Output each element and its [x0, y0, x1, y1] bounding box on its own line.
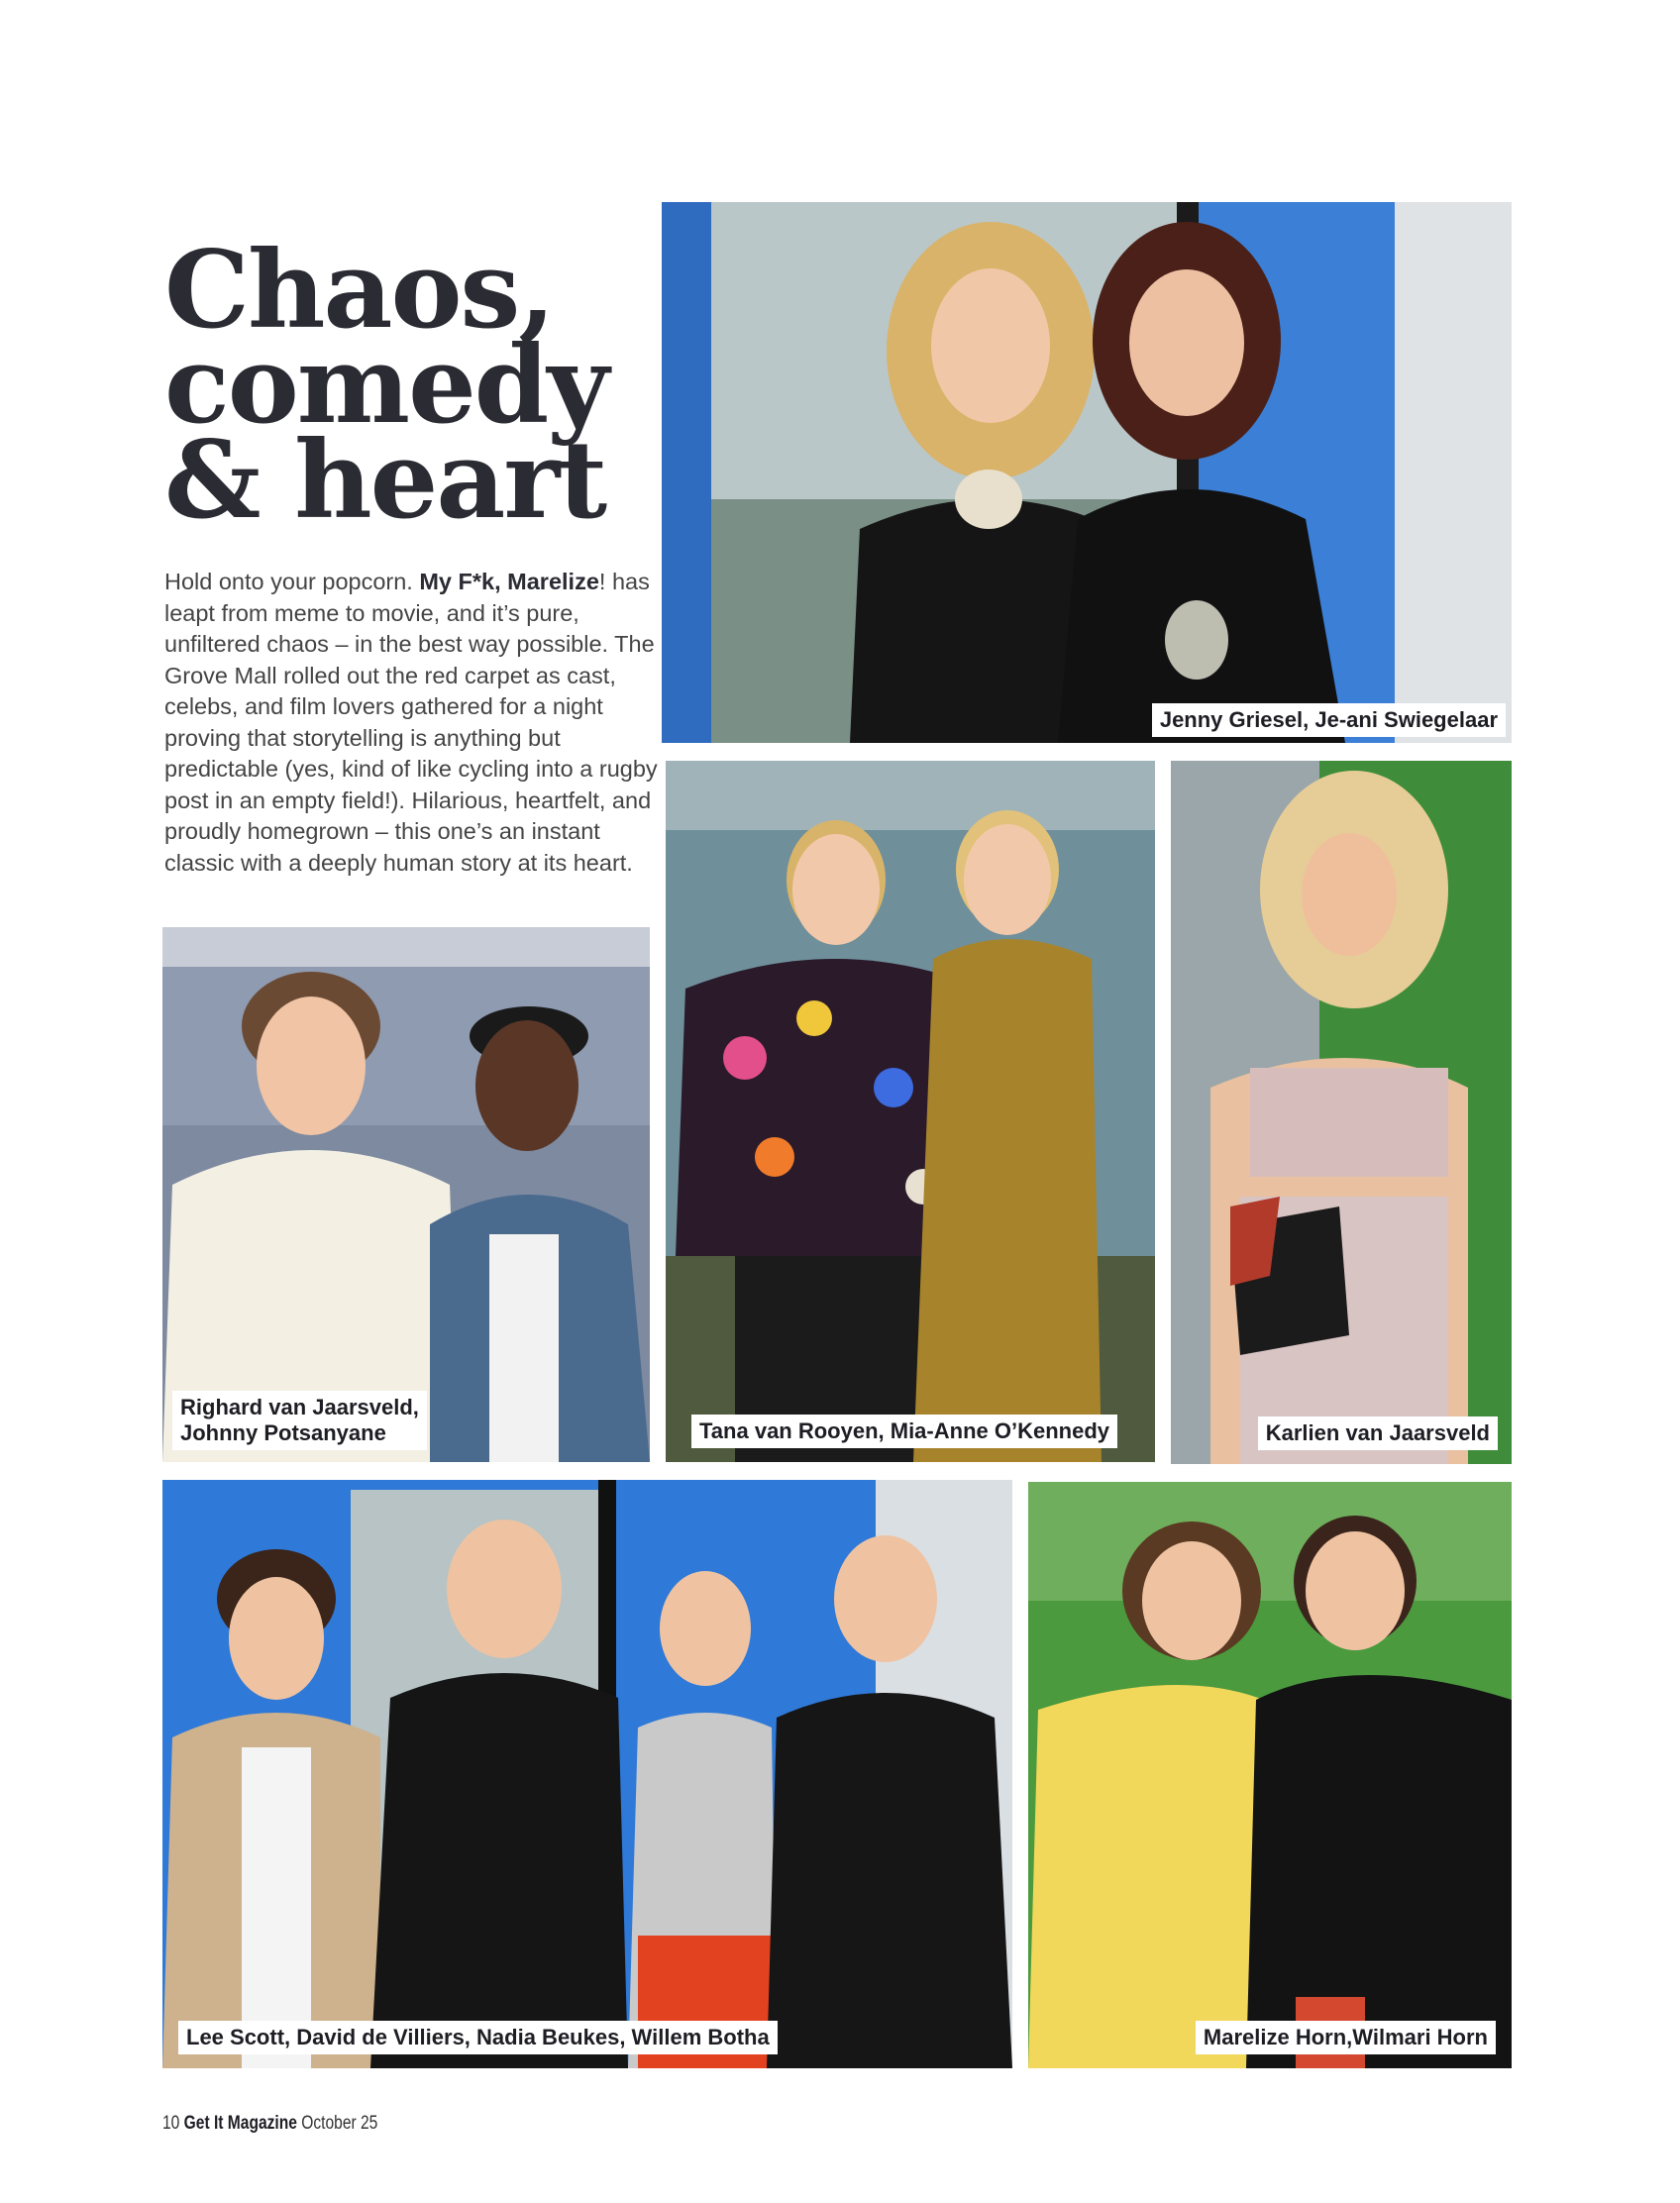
intro-body: ! has leapt from meme to movie, and it’s pure, unfiltered chaos – in the best way possible. The Grove Mall rolled out the red carpet as cast, celebs, and film lovers gathered for a night proving that storytelling is anything but predictable (yes, kind of like cycling into a rugby post in an empty field!). Hilarious, heartfelt, and proudly homegrown – this one’s an instant classic with a deeply human story at its heart.: [164, 569, 658, 876]
page-footer: [162, 2113, 377, 2135]
headline-line-1: Chaos,: [164, 228, 554, 353]
caption-text: Marelize Horn,Wilmari Horn: [1203, 2025, 1488, 2049]
headline-line-2: comedy: [164, 323, 608, 448]
caption-text: Jenny Griesel, Je-ani Swiegelaar: [1159, 707, 1498, 732]
photo-caption: [1258, 1416, 1498, 1450]
magazine-name: Get It Magazine: [183, 2113, 297, 2134]
caption-text: Tana van Rooyen, Mia-Anne O’Kennedy: [699, 1418, 1109, 1443]
caption-text: Karlien van Jaarsveld: [1265, 1420, 1490, 1445]
photo-jenny-jeani: [662, 202, 1512, 743]
photo-caption: [691, 1415, 1117, 1448]
photo-karlien: [1171, 761, 1512, 1464]
issue-date: October 25: [301, 2113, 378, 2134]
headline-line-3: & heart: [164, 418, 606, 543]
photo-righard-johnny: [162, 927, 650, 1462]
caption-text-line-1: Righard van Jaarsveld,: [180, 1395, 419, 1419]
photo-caption: [1196, 2021, 1496, 2054]
intro-paragraph: [164, 567, 660, 879]
photo-caption: [1152, 703, 1506, 737]
page-number: 10: [162, 2113, 180, 2134]
caption-text: Lee Scott, David de Villiers, Nadia Beukes, Willem Botha: [186, 2025, 770, 2049]
movie-title: My F*k, Marelize: [419, 569, 599, 594]
headline: [164, 228, 680, 543]
photo-tana-miaanne: [666, 761, 1155, 1462]
photo-caption: [178, 2021, 778, 2054]
photo-group-four: [162, 1480, 1012, 2068]
photo-marelize-wilmari: [1028, 1482, 1512, 2068]
caption-text-line-2: Johnny Potsanyane: [180, 1420, 386, 1445]
photo-caption: [172, 1391, 427, 1450]
intro-lead: Hold onto your popcorn.: [164, 569, 420, 594]
